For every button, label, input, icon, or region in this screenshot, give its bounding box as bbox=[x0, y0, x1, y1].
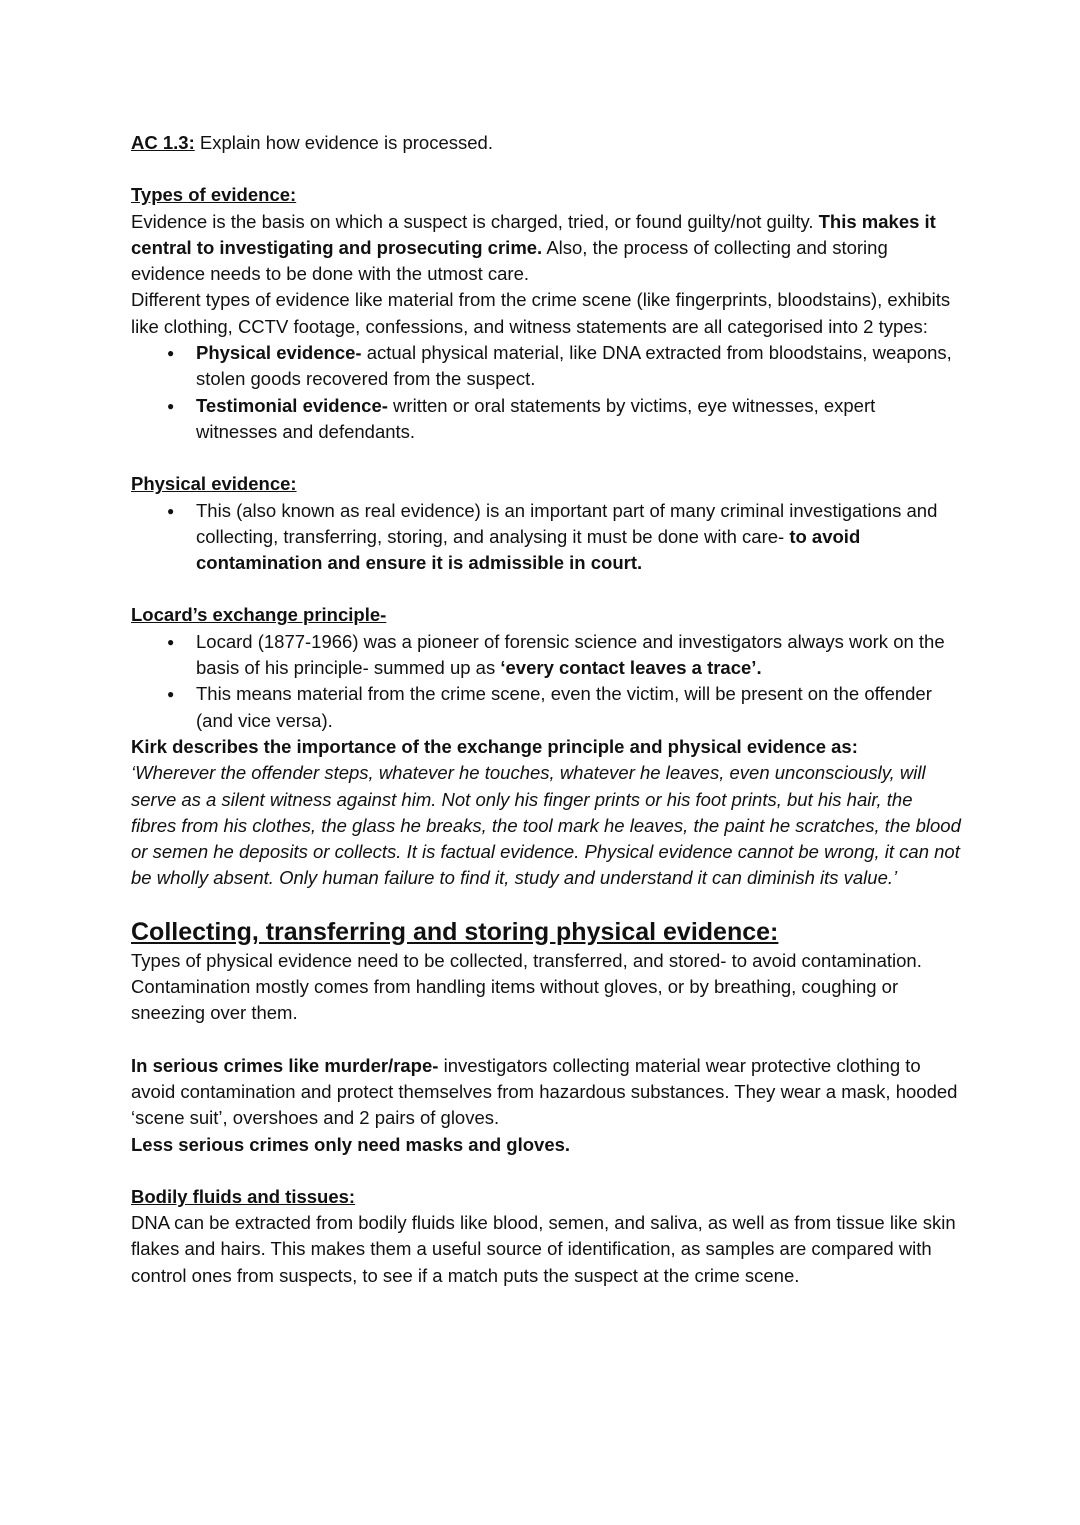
list-item-text: written or oral statements by victims, eye witnesses, expert witnesses and defendants. bbox=[196, 394, 876, 442]
types-heading: Types of evidence: bbox=[131, 184, 297, 206]
list-item-text: actual physical material, like DNA extracted from bloodstains, weapons, stolen goods recovered from the suspect. bbox=[196, 342, 952, 390]
collecting-paragraph-1: Types of physical evidence need to be collected, transferred, and stored- to avoid contamination. Contamination mostly comes from handling items without gloves, or by breathing, coughing or sneezing over them. bbox=[131, 949, 922, 1024]
list-item-text: Locard (1877-1966) was a pioneer of forensic science and investigators always work on the basis of his principle- summed up as bbox=[196, 630, 945, 679]
collecting-paragraph-3: Less serious crimes only need masks and gloves. bbox=[131, 1133, 571, 1155]
list-item-bold: to avoid contamination and ensure it is admissible in court. bbox=[196, 525, 861, 574]
kirk-quote: ‘Wherever the offender steps, whatever he touches, whatever he leaves, even unconsciously, will serve as a silent witness against him. Not only his finger prints or his foot prints, but his hair, the fibres from his clothes, the glass he breaks, the tool mark he leaves, the paint he scratches, the blood or semen he deposits or collects. It is factual evidence. Physical evidence cannot be wrong, it can not be wholly absent. Only human failure to find it, study and understand it can diminish its value.’ bbox=[131, 762, 961, 889]
list-item-text: This (also known as real evidence) is an important part of many criminal investigations and collecting, transferring, storing, and analysing it must be done with care- bbox=[196, 499, 938, 547]
list-item bbox=[131, 681, 961, 734]
types-p1-text-end: Also, the process of collecting and storing evidence needs to be done with the utmost care. bbox=[131, 236, 888, 285]
types-p1-text: Evidence is the basis on which a suspect is charged, tried, or found guilty/not guilty. bbox=[131, 210, 819, 232]
types-p1-bold: This makes it central to investigating and prosecuting crime. bbox=[131, 210, 936, 258]
physical-list bbox=[131, 498, 961, 577]
physical-heading: Physical evidence: bbox=[131, 473, 297, 495]
locard-list bbox=[131, 629, 961, 734]
list-item bbox=[131, 340, 961, 393]
ac-title: Explain how evidence is processed. bbox=[194, 132, 493, 153]
ac-code: AC 1.3: bbox=[131, 132, 195, 153]
collecting-paragraph-2 bbox=[131, 1053, 961, 1132]
collecting-p2-bold: In serious crimes like murder/rape- bbox=[131, 1054, 439, 1076]
bodily-paragraph-1: DNA can be extracted from bodily fluids like blood, semen, and saliva, as well as from tissue like skin flakes and hairs. This makes them a useful source of identification, as samples are compared with control ones from suspects, to see if a match puts the suspect at the crime scene. bbox=[131, 1212, 956, 1286]
ac-header bbox=[131, 130, 961, 156]
bodily-heading: Bodily fluids and tissues: bbox=[131, 1185, 356, 1207]
list-item-text: This means material from the crime scene, even the victim, will be present on the offender (and vice versa). bbox=[196, 683, 932, 731]
types-paragraph-1 bbox=[131, 209, 961, 288]
types-list bbox=[131, 340, 961, 445]
list-item bbox=[131, 393, 961, 446]
document-page bbox=[131, 130, 961, 1289]
collecting-heading: Collecting, transferring and storing physical evidence: bbox=[131, 917, 779, 946]
list-item bbox=[131, 629, 961, 682]
collecting-p2-text: investigators collecting material wear protective clothing to avoid contamination and protect themselves from hazardous substances. They wear a mask, hooded ‘scene suit’, overshoes and 2 pairs of gloves. bbox=[131, 1054, 958, 1129]
kirk-intro: Kirk describes the importance of the exchange principle and physical evidence as: bbox=[131, 735, 858, 757]
locard-heading: Locard’s exchange principle- bbox=[131, 604, 387, 626]
list-item-bold: Physical evidence- bbox=[196, 342, 362, 364]
list-item bbox=[131, 498, 961, 577]
list-item-bold: ‘every contact leaves a trace’. bbox=[500, 657, 762, 679]
list-item-bold: Testimonial evidence- bbox=[196, 394, 388, 416]
types-paragraph-2: Different types of evidence like material from the crime scene (like fingerprints, bloodstains), exhibits like clothing, CCTV footage, confessions, and witness statements are all categorised into 2 types: bbox=[131, 289, 951, 337]
